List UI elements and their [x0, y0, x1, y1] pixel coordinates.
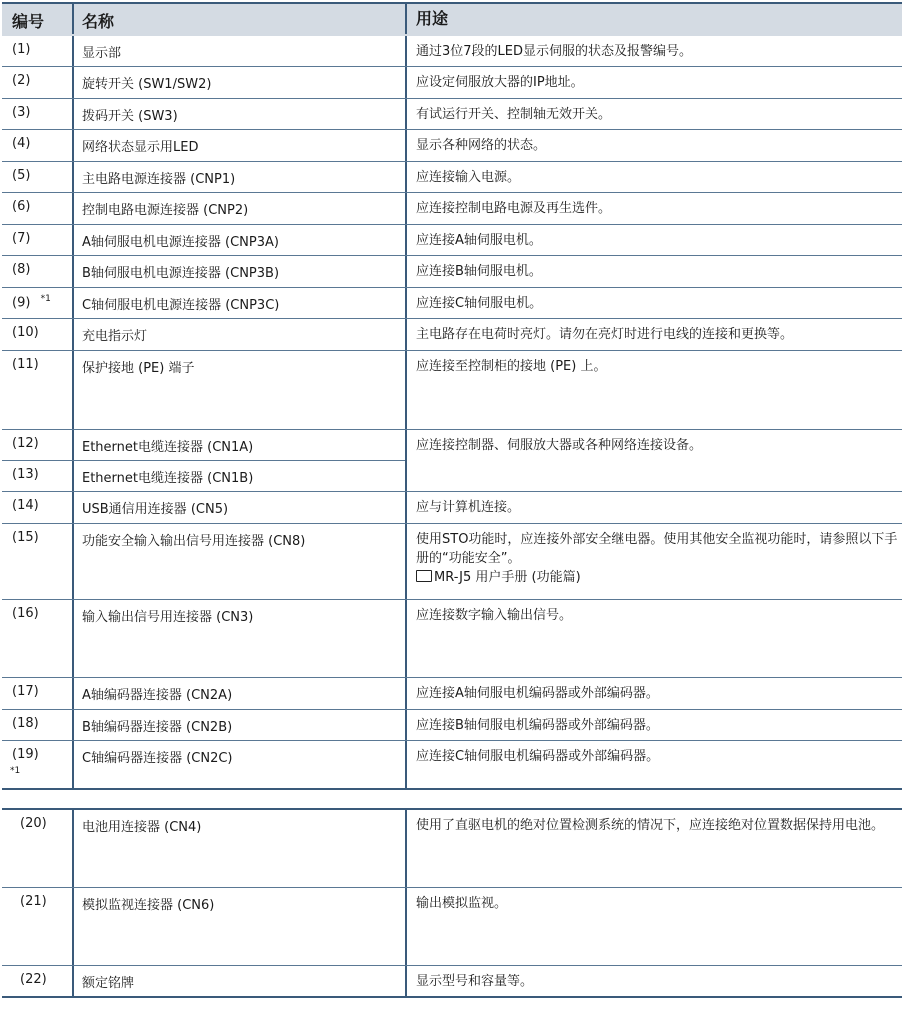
- row-use: 应连接A轴伺服电机。: [405, 225, 902, 255]
- table-row: [2, 36, 902, 67]
- header-use: 用途: [405, 2, 902, 34]
- row-name: 充电指示灯: [72, 319, 405, 350]
- merged-left-cells: [2, 430, 405, 491]
- table-row: [2, 256, 902, 288]
- row-no: (10): [12, 325, 39, 340]
- row-name: 显示部: [72, 36, 405, 66]
- row-name: 模拟监视连接器 (CN6): [72, 888, 405, 965]
- row-name: 输入输出信号用连接器 (CN3): [72, 600, 405, 677]
- row-no-cell: [2, 741, 72, 788]
- table-row: [2, 678, 902, 710]
- row-name: A轴伺服电机电源连接器 (CNP3A): [72, 225, 405, 255]
- row-use-cell: [405, 524, 902, 599]
- table-row: [2, 888, 902, 966]
- row-no: (15): [12, 530, 39, 545]
- table-header: [2, 2, 902, 36]
- row-name: C轴伺服电机电源连接器 (CNP3C): [72, 288, 405, 318]
- row-use: 主电路存在电荷时亮灯。请勿在亮灯时进行电线的连接和更换等。: [405, 319, 902, 350]
- row-use: 通过3位7段的LED显示伺服的状态及报警编号。: [405, 36, 902, 66]
- row-name: A轴编码器连接器 (CN2A): [72, 678, 405, 709]
- row-no: (9): [12, 295, 31, 311]
- table-row: [2, 288, 902, 319]
- row-name: 保护接地 (PE) 端子: [72, 351, 405, 429]
- header-name: 名称: [72, 2, 405, 34]
- table-row: [2, 808, 902, 888]
- row-no: (22): [20, 972, 47, 987]
- table-row: [2, 130, 902, 162]
- footnote-mark: *1: [40, 294, 51, 304]
- row-no: (12): [12, 436, 39, 451]
- table-row: [2, 600, 902, 678]
- row-no: (6): [12, 199, 31, 214]
- row-use: 应连接数字输入输出信号。: [405, 600, 902, 677]
- row-no: (3): [12, 105, 31, 120]
- footnote-mark: *1: [10, 766, 21, 776]
- table-row: [2, 351, 902, 430]
- row-name: B轴伺服电机电源连接器 (CNP3B): [72, 256, 405, 287]
- row-name: 电池用连接器 (CN4): [72, 810, 405, 887]
- row-name: USB通信用连接器 (CN5): [72, 492, 405, 523]
- row-use: 输出模拟监视。: [405, 888, 902, 965]
- row-no: (21): [20, 894, 47, 909]
- table-row: [2, 710, 902, 741]
- row-no: (17): [12, 684, 39, 699]
- row-name: 网络状态显示用LED: [72, 130, 405, 161]
- row-name: C轴编码器连接器 (CN2C): [72, 741, 405, 788]
- row-name: 拨码开关 (SW3): [72, 99, 405, 129]
- row-no: (1): [12, 42, 31, 57]
- row-no: (16): [12, 606, 39, 621]
- table-row: [2, 193, 902, 225]
- row-name: 额定铭牌: [72, 966, 405, 996]
- spec-table: [2, 2, 902, 998]
- row-no-cell: [2, 288, 72, 318]
- row-name: Ethernet电缆连接器 (CN1B): [72, 461, 405, 491]
- table-row: [2, 741, 902, 790]
- row-use: 应与计算机连接。: [405, 492, 902, 523]
- row-use: 应设定伺服放大器的IP地址。: [405, 67, 902, 98]
- table-row: [2, 524, 902, 600]
- row-use: 应连接C轴伺服电机编码器或外部编码器。: [405, 741, 902, 788]
- row-no: (19): [12, 747, 39, 762]
- table-row: [2, 67, 902, 99]
- row-use: 应连接至控制柜的接地 (PE) 上。: [405, 351, 902, 429]
- row-name: 旋转开关 (SW1/SW2): [72, 67, 405, 98]
- table-row: [2, 225, 902, 256]
- table-row: [2, 966, 902, 998]
- row-name: Ethernet电缆连接器 (CN1A): [72, 430, 405, 460]
- row-use: 应连接输入电源。: [405, 162, 902, 192]
- row-use: 显示型号和容量等。: [405, 966, 902, 996]
- table-gap: [2, 790, 902, 808]
- row-use: 使用STO功能时，应连接外部安全继电器。使用其他安全监视功能时，请参照以下手册的“功能安全”。: [416, 532, 898, 566]
- manual-reference: [416, 568, 902, 587]
- row-use: 应连接C轴伺服电机。: [405, 288, 902, 318]
- row-use: 应连接B轴伺服电机。: [405, 256, 902, 287]
- table-row-group: [2, 430, 902, 492]
- table-row: [2, 99, 902, 130]
- row-use: 使用了直驱电机的绝对位置检测系统的情况下，应连接绝对位置数据保持用电池。: [405, 810, 902, 887]
- table-row: [2, 162, 902, 193]
- table-row: [2, 430, 405, 461]
- row-no: (2): [12, 73, 31, 88]
- row-no: (13): [12, 466, 39, 482]
- table-row: [2, 461, 405, 491]
- row-use: 应连接A轴伺服电机编码器或外部编码器。: [405, 678, 902, 709]
- header-no: 编号: [12, 12, 45, 31]
- row-use: 应连接B轴伺服电机编码器或外部编码器。: [405, 710, 902, 740]
- row-no: (5): [12, 168, 31, 183]
- row-no: (14): [12, 498, 39, 513]
- row-use: 应连接控制电路电源及再生选件。: [405, 193, 902, 224]
- row-use: 有试运行开关、控制轴无效开关。: [405, 99, 902, 129]
- row-no: (20): [20, 816, 47, 831]
- row-no: (4): [12, 136, 31, 151]
- table-row: [2, 319, 902, 351]
- row-no: (18): [12, 716, 39, 731]
- manual-reference-text: MR-J5 用户手册 (功能篇): [434, 570, 581, 585]
- row-name: 功能安全输入输出信号用连接器 (CN8): [72, 524, 405, 599]
- row-use: 显示各种网络的状态。: [405, 130, 902, 161]
- manual-book-icon: [416, 570, 432, 582]
- row-name: B轴编码器连接器 (CN2B): [72, 710, 405, 740]
- row-name: 主电路电源连接器 (CNP1): [72, 162, 405, 192]
- row-name: 控制电路电源连接器 (CNP2): [72, 193, 405, 224]
- row-no: (11): [12, 357, 39, 372]
- table-row: [2, 492, 902, 524]
- row-no: (8): [12, 262, 31, 277]
- row-no: (7): [12, 231, 31, 246]
- row-use: 应连接控制器、伺服放大器或各种网络连接设备。: [405, 430, 902, 491]
